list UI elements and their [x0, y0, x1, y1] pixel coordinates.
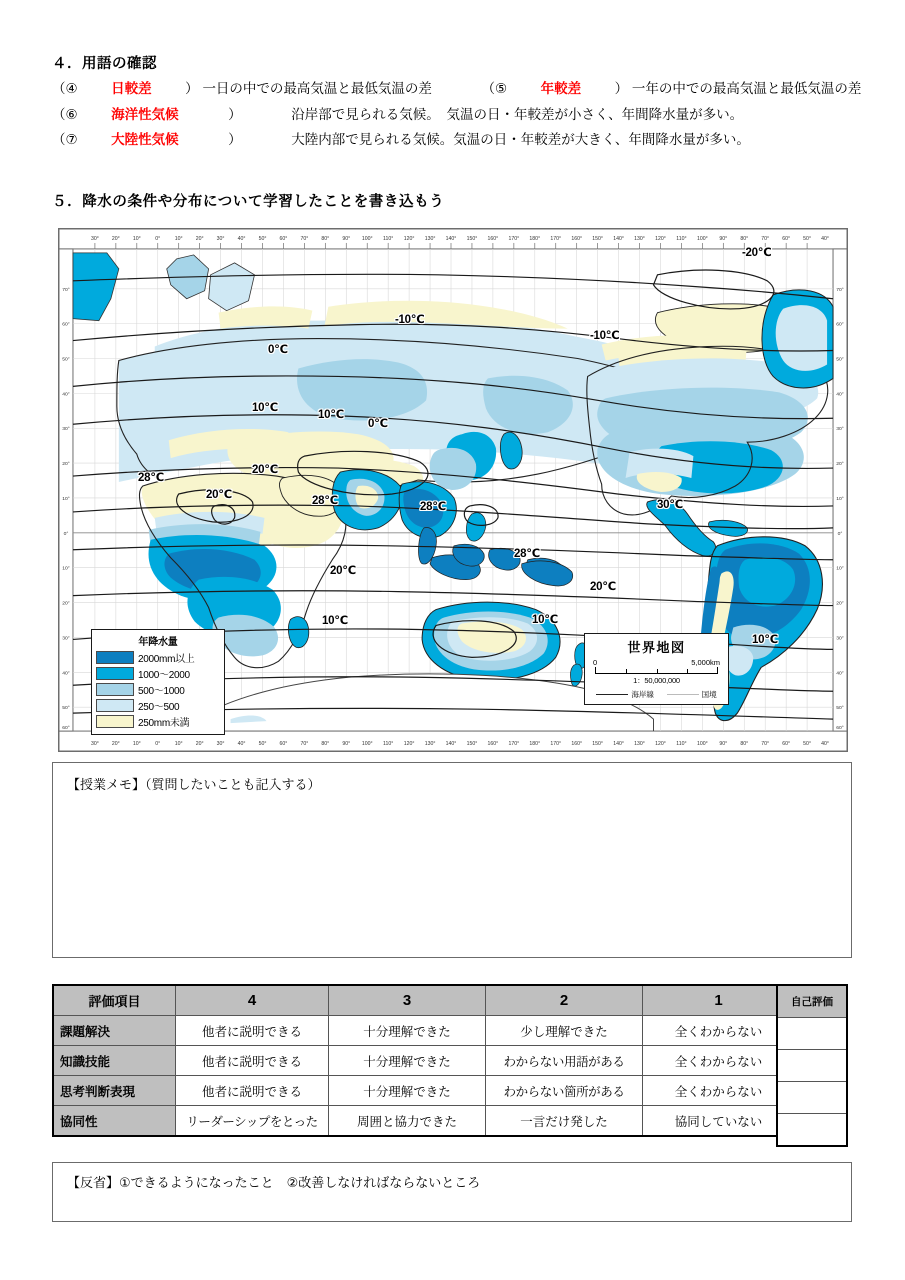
- reflection-box[interactable]: [52, 1162, 852, 1222]
- svg-text:70°: 70°: [300, 741, 309, 748]
- temp-label: 28℃: [420, 501, 446, 513]
- svg-text:50°: 50°: [836, 356, 844, 363]
- term-6-answer[interactable]: 海洋性気候: [111, 106, 179, 122]
- term-line-1: [52, 82, 872, 96]
- cell-4[interactable]: リーダーシップをとった: [176, 1106, 329, 1137]
- world-precipitation-map[interactable]: [58, 228, 848, 752]
- term-7-description: 大陸内部で見られる気候。気温の日・年較差が大きく、年間降水量が多い。: [291, 132, 750, 147]
- svg-text:110°: 110°: [382, 741, 394, 748]
- svg-text:80°: 80°: [321, 235, 330, 242]
- svg-text:60°: 60°: [836, 321, 844, 328]
- svg-text:30°: 30°: [62, 635, 70, 642]
- cell-2[interactable]: わからない箇所がある: [486, 1076, 643, 1106]
- svg-text:160°: 160°: [487, 235, 499, 242]
- svg-text:90°: 90°: [342, 741, 351, 748]
- svg-text:60°: 60°: [62, 725, 70, 732]
- cell-4[interactable]: 他者に説明できる: [176, 1076, 329, 1106]
- svg-text:180°: 180°: [529, 235, 541, 242]
- svg-text:160°: 160°: [571, 741, 583, 748]
- term-4-description: 一日の中での最高気温と最低気温の差: [202, 81, 432, 96]
- cell-3[interactable]: 周囲と協力できた: [329, 1106, 486, 1137]
- col-head-item: 評価項目: [53, 985, 176, 1016]
- svg-text:30°: 30°: [90, 741, 99, 748]
- term-4-number: （④: [52, 81, 78, 96]
- row-label-knowledge-skill: 知識技能: [53, 1046, 176, 1076]
- temp-label: 20℃: [330, 565, 356, 577]
- self-eval-cell[interactable]: [777, 1018, 847, 1050]
- svg-text:10°: 10°: [132, 235, 141, 242]
- svg-text:20°: 20°: [111, 235, 120, 242]
- legend-item: [96, 666, 220, 681]
- svg-text:150°: 150°: [592, 235, 603, 242]
- key-border-label: 国境: [701, 690, 717, 699]
- term-6-number: （⑥: [52, 106, 78, 122]
- legend-item: [96, 650, 220, 665]
- key-coastline: [596, 689, 654, 700]
- svg-text:130°: 130°: [634, 741, 645, 748]
- svg-text:160°: 160°: [487, 741, 499, 748]
- table-row: [53, 1016, 795, 1046]
- svg-text:150°: 150°: [592, 741, 603, 748]
- svg-text:70°: 70°: [836, 286, 844, 293]
- svg-text:30°: 30°: [836, 635, 844, 642]
- svg-text:120°: 120°: [403, 235, 415, 242]
- cell-1[interactable]: 全くわからない: [643, 1076, 796, 1106]
- scale-bar: [595, 667, 718, 674]
- temp-label: 28℃: [138, 472, 164, 484]
- svg-text:10°: 10°: [836, 495, 844, 502]
- svg-text:110°: 110°: [676, 235, 687, 242]
- svg-text:100°: 100°: [361, 741, 373, 748]
- scale-left-value: 0: [593, 658, 598, 667]
- legend-label: 2000mm以上: [138, 654, 195, 665]
- temp-label: 10℃: [252, 402, 278, 414]
- svg-text:110°: 110°: [676, 741, 687, 748]
- svg-text:170°: 170°: [550, 741, 562, 748]
- svg-text:120°: 120°: [655, 741, 666, 748]
- svg-text:80°: 80°: [740, 235, 749, 242]
- legend-label: 250mm未満: [138, 718, 190, 729]
- svg-text:140°: 140°: [445, 235, 457, 242]
- evaluation-table: [52, 984, 796, 1137]
- row-label-problem-solving: 課題解決: [53, 1016, 176, 1046]
- term-5-number: （⑤: [481, 81, 508, 96]
- svg-text:10°: 10°: [174, 235, 183, 242]
- svg-text:120°: 120°: [655, 235, 666, 242]
- svg-text:20°: 20°: [836, 600, 844, 607]
- term-7-number: （⑦: [52, 132, 78, 147]
- self-eval-row: [777, 1018, 847, 1050]
- term-7-close: ）: [228, 132, 242, 147]
- self-eval-row: [777, 1114, 847, 1147]
- svg-text:170°: 170°: [508, 235, 520, 242]
- col-head-1: 1: [643, 985, 796, 1016]
- svg-text:150°: 150°: [466, 741, 478, 748]
- class-memo-box[interactable]: [52, 762, 852, 958]
- table-row: [53, 1106, 795, 1137]
- svg-text:0°: 0°: [837, 530, 843, 537]
- svg-text:100°: 100°: [697, 235, 708, 242]
- svg-text:40°: 40°: [237, 741, 246, 748]
- svg-text:130°: 130°: [634, 235, 645, 242]
- term-5-description: 一年の中での最高気温と最低気温の差: [631, 81, 862, 96]
- svg-text:170°: 170°: [508, 741, 520, 748]
- svg-text:50°: 50°: [836, 705, 844, 712]
- term-4-close: ）: [185, 81, 199, 96]
- term-5-answer[interactable]: 年較差: [540, 81, 582, 96]
- temp-label: 20℃: [206, 489, 232, 501]
- temp-label: 28℃: [514, 548, 540, 560]
- svg-text:20°: 20°: [62, 600, 70, 607]
- legend-item: [96, 698, 220, 713]
- svg-text:10°: 10°: [836, 565, 844, 572]
- legend-label: 1000〜2000: [138, 670, 190, 681]
- svg-text:140°: 140°: [445, 741, 457, 748]
- cell-1[interactable]: 全くわからない: [643, 1046, 796, 1076]
- cell-1[interactable]: 全くわからない: [643, 1016, 796, 1046]
- temp-label: 0℃: [268, 344, 288, 356]
- term-4-answer[interactable]: 日較差: [111, 81, 152, 96]
- term-line-2: [52, 108, 872, 122]
- svg-text:140°: 140°: [613, 741, 624, 748]
- cell-2[interactable]: 一言だけ発した: [486, 1106, 643, 1137]
- svg-text:40°: 40°: [821, 235, 829, 242]
- temp-label: 0℃: [368, 418, 388, 430]
- svg-text:80°: 80°: [740, 741, 749, 748]
- svg-text:20°: 20°: [195, 235, 204, 242]
- svg-text:20°: 20°: [836, 461, 844, 468]
- svg-text:10°: 10°: [132, 741, 141, 748]
- self-eval-cell[interactable]: [777, 1050, 847, 1082]
- svg-text:130°: 130°: [424, 235, 436, 242]
- svg-text:60°: 60°: [836, 725, 844, 732]
- border-line-icon: [667, 694, 699, 695]
- temp-label: 10℃: [532, 614, 558, 626]
- scale-tick: [626, 669, 627, 674]
- svg-text:40°: 40°: [237, 235, 246, 242]
- temp-label: -10℃: [590, 330, 620, 342]
- svg-text:30°: 30°: [216, 235, 225, 242]
- reflection-label: 【反省】①できるようになったこと ②改善しなければならないところ: [67, 1175, 481, 1190]
- row-label-cooperation: 協同性: [53, 1106, 176, 1137]
- col-head-2: 2: [486, 985, 643, 1016]
- svg-text:130°: 130°: [424, 741, 436, 748]
- temp-label: 10℃: [752, 634, 778, 646]
- evaluation-table-wrapper: [52, 984, 796, 1137]
- temp-label: -10℃: [395, 314, 425, 326]
- svg-text:20°: 20°: [62, 461, 70, 468]
- term-6-description: 沿岸部で見られる気候。 気温の日・年較差が小さく、年間降水量が多い。: [291, 106, 744, 122]
- svg-text:30°: 30°: [836, 426, 844, 433]
- legend-title: 年降水量: [138, 637, 178, 648]
- cell-2[interactable]: わからない用語がある: [486, 1046, 643, 1076]
- scale-numbers: [590, 658, 723, 667]
- svg-text:140°: 140°: [613, 235, 624, 242]
- scale-right-value: 5,000km: [691, 658, 720, 667]
- svg-text:70°: 70°: [300, 235, 309, 242]
- section-map-heading: ５．降水の条件や分布について学習したことを書き込もう: [52, 194, 445, 210]
- svg-text:50°: 50°: [803, 235, 812, 242]
- key-border: [667, 689, 717, 700]
- svg-text:40°: 40°: [62, 391, 70, 398]
- cell-2[interactable]: 少し理解できた: [486, 1016, 643, 1046]
- class-memo-label: 【授業メモ】（質問したいことも記入する）: [67, 777, 321, 792]
- term-6-close: ）: [228, 106, 242, 122]
- map-title: 世界地図: [627, 640, 686, 655]
- svg-text:80°: 80°: [321, 741, 330, 748]
- temp-label: 10℃: [322, 615, 348, 627]
- self-eval-header-row: [777, 985, 847, 1018]
- self-evaluation-wrapper: [776, 984, 848, 1147]
- coastline-line-icon: [596, 694, 628, 695]
- svg-text:50°: 50°: [62, 356, 70, 363]
- col-head-3: 3: [329, 985, 486, 1016]
- svg-text:0°: 0°: [63, 530, 69, 537]
- svg-text:40°: 40°: [836, 391, 844, 398]
- svg-text:60°: 60°: [279, 235, 288, 242]
- legend-item: [96, 682, 220, 697]
- temp-label: 20℃: [590, 581, 616, 593]
- col-head-4: 4: [176, 985, 329, 1016]
- self-eval-header: 自己評価: [777, 985, 847, 1018]
- svg-text:20°: 20°: [195, 741, 204, 748]
- legend-item: [96, 714, 220, 729]
- scale-ratio: 1：50,000,000: [633, 676, 680, 685]
- svg-text:60°: 60°: [62, 321, 70, 328]
- self-eval-row: [777, 1050, 847, 1082]
- svg-text:60°: 60°: [782, 235, 791, 242]
- cell-4[interactable]: 他者に説明できる: [176, 1046, 329, 1076]
- legend-swatch: [96, 683, 134, 696]
- term-line-3: [52, 133, 872, 147]
- cell-3[interactable]: 十分理解できた: [329, 1076, 486, 1106]
- section-terms: [52, 52, 872, 159]
- section-terms-heading: ４．用語の確認: [52, 56, 157, 72]
- legend-swatch: [96, 699, 134, 712]
- row-label-thinking-judgement-expression: 思考判断表現: [53, 1076, 176, 1106]
- table-row: [53, 1046, 795, 1076]
- svg-text:40°: 40°: [62, 670, 70, 677]
- svg-text:150°: 150°: [466, 235, 478, 242]
- table-header-row: [53, 985, 795, 1016]
- temp-label: 20℃: [252, 464, 278, 476]
- legend-swatch: [96, 651, 134, 664]
- svg-text:50°: 50°: [258, 235, 267, 242]
- svg-text:50°: 50°: [803, 741, 812, 748]
- temp-label: -20℃: [742, 247, 772, 259]
- precipitation-legend: [91, 629, 225, 735]
- svg-text:40°: 40°: [836, 670, 844, 677]
- legend-swatch: [96, 715, 134, 728]
- temp-label: 28℃: [312, 495, 338, 507]
- svg-text:60°: 60°: [782, 741, 791, 748]
- svg-text:170°: 170°: [550, 235, 562, 242]
- scale-tick: [657, 669, 658, 674]
- svg-text:120°: 120°: [403, 741, 415, 748]
- svg-text:70°: 70°: [761, 235, 770, 242]
- svg-text:50°: 50°: [62, 705, 70, 712]
- map-scale-box: [584, 633, 729, 705]
- self-evaluation-table: [776, 984, 848, 1147]
- self-eval-cell[interactable]: [777, 1114, 847, 1147]
- temp-label: 10℃: [318, 409, 344, 421]
- svg-text:10°: 10°: [62, 495, 70, 502]
- svg-text:30°: 30°: [90, 235, 99, 242]
- table-row: [53, 1076, 795, 1106]
- svg-text:90°: 90°: [719, 235, 728, 242]
- svg-text:20°: 20°: [111, 741, 120, 748]
- svg-text:10°: 10°: [62, 565, 70, 572]
- legend-label: 500〜1000: [138, 686, 185, 697]
- self-eval-row: [777, 1082, 847, 1114]
- scale-tick: [687, 669, 688, 674]
- svg-text:180°: 180°: [529, 741, 541, 748]
- term-7-answer[interactable]: 大陸性気候: [111, 132, 179, 147]
- svg-text:50°: 50°: [258, 741, 267, 748]
- svg-text:100°: 100°: [697, 741, 708, 748]
- svg-text:30°: 30°: [62, 426, 70, 433]
- term-5-close: ）: [614, 81, 629, 96]
- svg-text:40°: 40°: [821, 741, 829, 748]
- svg-text:70°: 70°: [62, 286, 70, 293]
- svg-text:60°: 60°: [279, 741, 288, 748]
- cell-3[interactable]: 十分理解できた: [329, 1016, 486, 1046]
- legend-label: 250〜500: [138, 702, 180, 713]
- cell-3[interactable]: 十分理解できた: [329, 1046, 486, 1076]
- self-eval-cell[interactable]: [777, 1082, 847, 1114]
- svg-text:10°: 10°: [174, 741, 183, 748]
- cell-4[interactable]: 他者に説明できる: [176, 1016, 329, 1046]
- scale-keys: [590, 688, 723, 700]
- svg-text:110°: 110°: [382, 235, 394, 242]
- svg-text:70°: 70°: [761, 741, 770, 748]
- svg-text:0°: 0°: [155, 741, 161, 748]
- svg-text:0°: 0°: [155, 235, 161, 242]
- svg-text:100°: 100°: [361, 235, 373, 242]
- cell-1[interactable]: 協同していない: [643, 1106, 796, 1137]
- svg-text:90°: 90°: [719, 741, 728, 748]
- key-coastline-label: 海岸線: [631, 690, 654, 699]
- svg-text:160°: 160°: [571, 235, 583, 242]
- legend-swatch: [96, 667, 134, 680]
- svg-text:90°: 90°: [342, 235, 351, 242]
- svg-text:30°: 30°: [216, 741, 225, 748]
- temp-label: 30℃: [657, 499, 683, 511]
